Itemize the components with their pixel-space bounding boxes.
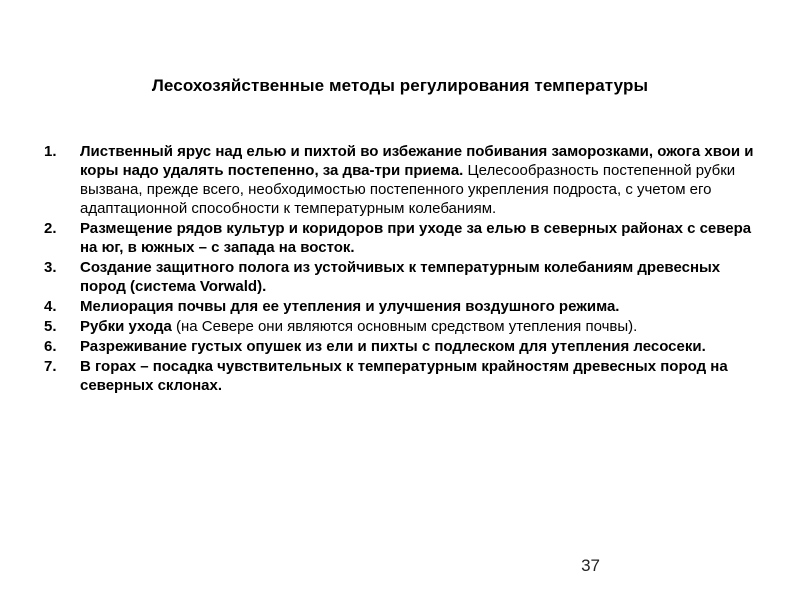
methods-list bbox=[44, 142, 756, 396]
item-number: 4. bbox=[44, 298, 57, 315]
item-normal-text: Целесообразность постепенной рубки вызвана, прежде всего, необходимостью постепенного укрепления подроста, с учетом его адаптационной способности к температурным колебаниям. bbox=[80, 162, 736, 217]
slide-title: Лесохозяйственные методы регулирования температуры bbox=[151, 76, 649, 95]
item-number: 6. bbox=[44, 338, 57, 355]
item-bold-text: Размещение рядов культур и коридоров при уходе за елью в северных районах с севера на юг, в южных – с запада на восток. bbox=[80, 220, 752, 256]
item-bold-text: Лиственный ярус над елью и пихтой во избежание побивания заморозками, ожога хвои и коры надо удалять постепенно, за два-три приема. bbox=[80, 143, 754, 179]
list-item-4 bbox=[44, 297, 756, 316]
item-bold-text: Разреживание густых опушек из ели и пихты с подлеском для утепления лесосеки. bbox=[80, 338, 706, 355]
item-normal-text: (на Севере они являются основным средством утепления почвы). bbox=[171, 318, 638, 335]
list-item-3 bbox=[44, 258, 756, 296]
item-bold-text: Рубки ухода bbox=[80, 318, 172, 335]
list-item-6 bbox=[44, 337, 756, 356]
item-number: 3. bbox=[44, 259, 57, 276]
item-number: 7. bbox=[44, 358, 57, 375]
item-number: 2. bbox=[44, 220, 57, 237]
page-number: 37 bbox=[581, 556, 600, 575]
list-item-5 bbox=[44, 317, 756, 336]
item-bold-text: Мелиорация почвы для ее утепления и улучшения воздушного режима. bbox=[80, 298, 620, 315]
item-bold-text: В горах – посадка чувствительных к температурным крайностям древесных пород на северных склонах. bbox=[80, 358, 728, 394]
item-number: 1. bbox=[44, 143, 57, 160]
list-item-2 bbox=[44, 219, 756, 257]
list-item-1 bbox=[44, 142, 756, 218]
item-number: 5. bbox=[44, 318, 57, 335]
list-item-7 bbox=[44, 357, 756, 395]
item-bold-text: Создание защитного полога из устойчивых к температурным колебаниям древесных пород (система Vorwald). bbox=[80, 259, 721, 295]
